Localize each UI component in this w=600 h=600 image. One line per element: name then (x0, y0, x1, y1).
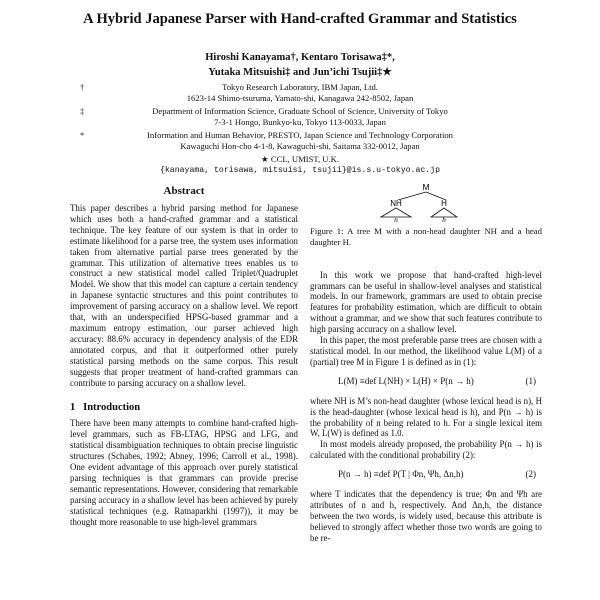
equation-2 (310, 467, 542, 483)
affiliation-line: Department of Information Science, Graduate School of Science, University of Tokyo (152, 106, 448, 116)
affiliation-mark: * (80, 130, 85, 140)
author-list (60, 50, 540, 80)
left-column (70, 185, 298, 527)
right-column (310, 182, 542, 544)
affiliation-2 (40, 106, 560, 128)
section-title: Introduction (83, 402, 141, 414)
section-number: 1 (70, 402, 76, 414)
tree-root-label: M (422, 182, 430, 192)
affiliation-line: Tokyo Research Laboratory, IBM Japan, Ltd. (222, 82, 378, 92)
authors-line-1: Hiroshi Kanayama†, Kentaro Torisawa‡*, (205, 52, 395, 63)
figure-1-tree (310, 182, 542, 222)
body-paragraph: In this work we propose that hand-crafted high-level grammars can be useful in shallow-level analyses and statistical models. In our framework, grammars are used to obtain precise features for probability estimation, which are difficult to obtain without a grammar, and we show that such features contribute to high parsing accuracy on a shallow level. (310, 269, 542, 335)
equation-number: (2) (525, 469, 536, 480)
authors-line-2: Yutaka Mitsuishi‡ and Jun’ichi Tsujii‡★ (208, 67, 392, 78)
affiliation-4 (40, 154, 560, 165)
affiliation-line: Information and Human Behavior, PRESTO, Japan Science and Technology Corporation (147, 130, 453, 140)
body-paragraph: In this paper, the most preferable parse trees are chosen with a statistical model. In our method, the likelihood value L(M) of a (partial) tree M in Figure 1 is defined as in (1): (310, 335, 542, 367)
affiliation-line: ★ CCL, UMIST, U.K. (261, 154, 339, 164)
paper-title: A Hybrid Japanese Parser with Hand-crafted Grammar and Statistics (83, 11, 517, 27)
affiliation-mark: ‡ (80, 106, 85, 116)
introduction-text: There have been many attempts to combine hand-crafted high-level grammars, such as FB-LTAG, HPSG and LFG, and statistical disambiguation techniques to obtain precise linguistic structures (Schabes, 1992; Abney, 1996; Carroll et al., 1998). One evident advantage of this approach over purely statistical parsing techniques is that grammars can provide precise semantic representations. However, considering that remarkable parsing accuracy in a shallow level has been achieved by purely statistical techniques (e.g. Ratnaparkhi (1997)), it may be thought more reasonable to use high-level grammars (70, 418, 298, 527)
abstract-text: This paper describes a hybrid parsing method for Japanese which uses both a hand-crafted grammar and a statistical technique. The key feature of our system is that in order to estimate likelihood for a parse tree, the system uses information taken from alternative partial parse trees generated by the grammar. This utilization of alternative trees enables us to construct a new statistical model called Triplet/Quadruplet Model. We show that this model can capture a certain tendency in Japanese syntactic structures and this point contributes to improvement of parsing accuracy on a shallow level. We report that, with an underspecified HPSG-based grammar and a maximum entropy estimation, our parser achieved high accuracy: 88.6% accuracy in dependency analysis of the EDR annotated corpus, and that it outperformed other purely statistical parsing methods on the same corpus. This result suggests that proper treatment of hand-crafted grammars can contribute to parsing accuracy on a shallow level. (70, 203, 298, 388)
figure-1-caption: Figure 1: A tree M with a non-head daughter NH and a head daughter H. (310, 226, 542, 247)
tree-edge-left (398, 192, 426, 200)
body-paragraph: In most models already proposed, the probability P(n → h) is calculated with the conditional probability (2): (310, 439, 542, 461)
affiliation-mark: † (80, 82, 85, 92)
equation-number: (1) (525, 375, 536, 386)
affiliation-3 (40, 130, 560, 152)
email-line (40, 165, 560, 176)
section-heading-introduction (70, 402, 298, 413)
tree-nonhead-label: NH (390, 199, 402, 208)
tree-head-leaf: h (442, 215, 446, 222)
affiliation-line: 7-3-1 Hongo, Bunkyo-ku, Tokyo 113-0033, Japan (214, 117, 386, 127)
equation-expression: L(M) ≡def L(NH) × L(H) × P(n → h) (338, 375, 474, 386)
equation-expression: P(n → h) ≡def P(T | Φn, Ψh, Δn,h) (338, 469, 464, 480)
author-emails: {kanayama, torisawa, mitsuisi, tsujii}@is.s.u-tokyo.ac.jp (159, 166, 441, 175)
body-paragraph: where NH is M’s non-head daughter (whose lexical head is n), H is the head-daughter (whose lexical head is h), and P(n → h) is the probability of n being related to h. For a single lexical item W, L(W) is defined as 1.0. (310, 395, 542, 439)
body-paragraph: where T indicates that the dependency is true; Φn and Ψh are attributes of n and h, respectively. And Δn,h, the distance between the two words, is widely used, because this attribute is believed to strongly affect whether those two words are going to be re- (310, 489, 542, 543)
abstract-heading: Abstract (163, 185, 205, 197)
tree-nonhead-leaf: n (394, 215, 398, 222)
equation-1 (310, 374, 542, 390)
tree-head-label: H (441, 199, 447, 208)
affiliation-line: Kawaguchi Hon-cho 4-1-8, Kawaguchi-shi, Saitama 332-0012, Japan (180, 141, 420, 151)
affiliation-line: 1623-14 Shimo-tsuruma, Yamato-shi, Kanagawa 242-8502, Japan (186, 93, 414, 103)
tree-diagram (310, 182, 542, 222)
affiliation-1 (40, 82, 560, 104)
